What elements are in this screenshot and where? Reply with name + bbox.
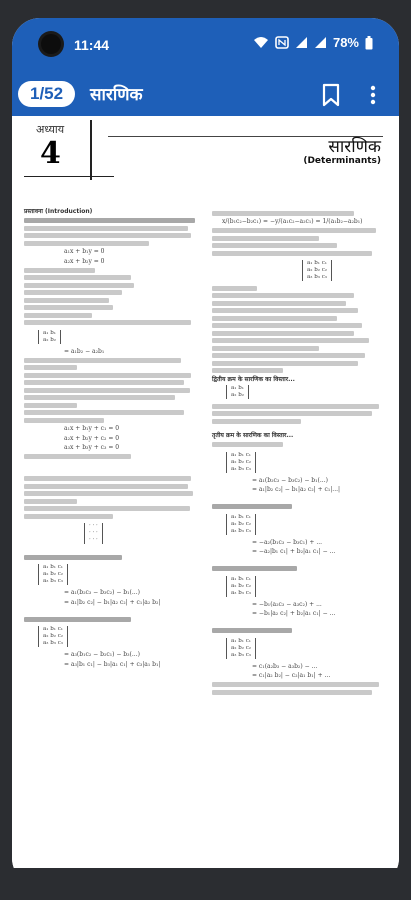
wifi-icon [253, 36, 269, 49]
determinant: a₁ b₁ c₁ a₂ b₂ c₂ a₃ b₃ c₃ [226, 452, 256, 473]
nfc-icon [275, 36, 289, 49]
chapter-box [26, 120, 92, 180]
determinant: a₁ b₁ c₁ a₂ b₂ c₂ a₃ b₃ c₃ [226, 576, 256, 597]
determinant: a₁ b₁ c₁ a₂ b₂ c₂ a₃ b₃ c₃ [226, 638, 256, 659]
chapter-number: 4 [40, 136, 61, 171]
section-heading: द्वितीय क्रम के सारणिक का विस्तार... [212, 375, 295, 383]
chapter-title: सारणिक [328, 137, 381, 157]
equation: = c₁(a₂b₃ − a₃b₂) − ... [252, 662, 318, 670]
determinant: a₁ b₁ a₂ b₂ [226, 385, 249, 399]
equation: = a₁b₂ − a₂b₁ [64, 347, 105, 355]
equation: = −a₂(b₁c₃ − b₃c₁) + ... [252, 538, 323, 546]
determinant: a₁ b₁ c₁ a₂ b₂ c₂ a₃ b₃ c₃ [38, 626, 68, 647]
equation: a₂x + b₂y + c₂ = 0 [64, 434, 120, 442]
equation: = a₁|b₂ c₂| − b₁|a₂ c₂| + c₁|...| [252, 486, 341, 493]
battery-text: 78% [332, 35, 359, 50]
equation: = −b₁|a₂ c₂| + b₂|a₁ c₁| − ... [252, 610, 336, 617]
intro-heading: प्रस्तावना (Introduction) [24, 208, 93, 215]
right-column [212, 208, 390, 697]
status-bar [12, 18, 399, 74]
document-page[interactable] [12, 116, 399, 886]
app-bar [12, 74, 399, 116]
app-title: सारणिक [90, 85, 143, 105]
equation: a₁x + b₁y = 0 [64, 248, 105, 255]
equation: = −a₂|b₁ c₁| + b₂|a₁ c₁| − ... [252, 548, 336, 555]
signal-icon [295, 36, 308, 49]
determinant: · · · · · · · · · [84, 523, 103, 544]
determinant: a₁ b₁ a₂ b₂ [38, 330, 61, 344]
phone-screen [12, 18, 399, 886]
chapter-title-en: (Determinants) [303, 156, 381, 166]
equation: = −b₁(a₂c₃ − a₃c₂) + ... [252, 600, 322, 608]
equation: a₂x + b₂y = 0 [64, 257, 105, 265]
section-heading-2: तृतीय क्रम के सारणिक का विस्तार... [212, 432, 294, 439]
determinant: a₁ b₁ c₁ a₂ b₂ c₂ a₃ b₃ c₃ [302, 260, 332, 281]
bookmark-icon[interactable] [320, 83, 342, 107]
page-indicator[interactable]: 1/52 [18, 81, 75, 107]
battery-icon [365, 36, 373, 50]
equation: x/(b₁c₂−b₂c₁) = −y/(a₁c₂−a₂c₁) = 1/(a₁b₂−a₂b₁) [222, 218, 363, 225]
equation: a₃x + b₃y + c₃ = 0 [64, 444, 120, 451]
camera-cutout [41, 34, 61, 54]
signal-icon-2 [314, 36, 327, 49]
equation: = a₁(b₂c₃ − b₃c₂) − b₁(...) [64, 589, 140, 596]
status-icons [253, 35, 373, 50]
chapter-word: अध्याय [36, 123, 65, 136]
determinant: a₁ b₁ c₁ a₂ b₂ c₂ a₃ b₃ c₃ [38, 564, 68, 585]
determinant: a₁ b₁ c₁ a₂ b₂ c₂ a₃ b₃ c₃ [226, 514, 256, 535]
more-vert-icon[interactable] [366, 83, 380, 107]
navigation-bar [0, 868, 411, 900]
left-column [24, 208, 202, 670]
equation: = c₁|a₂ b₂| − c₂|a₁ b₁| + ... [252, 672, 331, 679]
equation: a₁x + b₁y + c₁ = 0 [64, 425, 120, 432]
equation: = a₁(b₂c₃ − b₃c₂) − b₁(...) [252, 476, 328, 484]
equation: = a₃(b₁c₂ − b₂c₁) − b₃(...) [64, 651, 140, 658]
equation: = a₃|b₁ c₁| − b₃|a₁ c₁| + c₃|a₁ b₁| [64, 660, 161, 668]
status-time: 11:44 [74, 37, 110, 53]
equation: = a₁|b₂ c₂| − b₁|a₂ c₂| + c₁|a₂ b₂| [64, 598, 161, 606]
chapter-rule [24, 176, 114, 177]
